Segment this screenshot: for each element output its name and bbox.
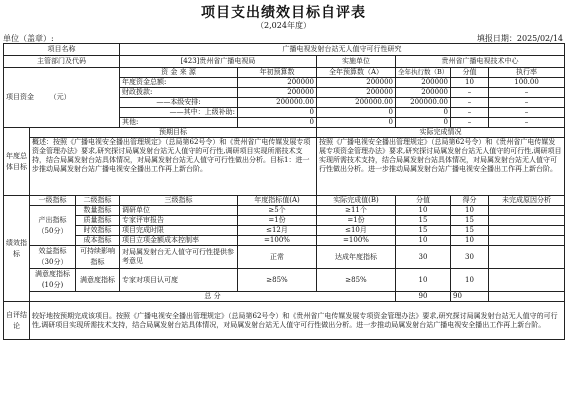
perf-row: 效益指标（30分） 可持续影响指标 对局属发射台无人值守可行性提供参考意见 正常 达成年度指标 30 30: [4, 246, 565, 269]
funds-label-cell: [4, 68, 120, 128]
output-group-label: 产出指标（50分）: [30, 206, 76, 246]
actual-goal-header: 实际完成情况: [317, 128, 565, 138]
funds-header-rate: 执行率: [489, 68, 565, 78]
perf-header-got: 得分: [451, 196, 489, 206]
perf-row: 成本指标 项目立项金额成本控制率 =100% =100% 10 10: [4, 236, 565, 246]
perf-header-target: 年度指标值(A): [238, 196, 317, 206]
funds-header-score: 分值: [451, 68, 489, 78]
conclusion-label: 自评结论: [4, 302, 30, 340]
expected-goal-header: 预期目标: [30, 128, 317, 138]
funds-label: 项目资金: [6, 93, 34, 101]
goals-label: 年度总体目标: [4, 128, 30, 196]
perf-header-score: 分值: [396, 196, 451, 206]
perf-header-actual: 实际完成值(B): [317, 196, 396, 206]
perf-row: 满意度指标(10分) 满意度指标 专家对项目认可度 ≥85% ≥85% 10 10: [4, 269, 565, 292]
total-label: 总 分: [30, 292, 396, 302]
perf-header-l2: 二级指标: [76, 196, 120, 206]
funds-row: 年度资金总额: 200000 200000 200000 10 100.00: [4, 78, 565, 88]
date-label: 填报日期：2025/02/14: [476, 34, 563, 43]
perf-header-reason: 未完成原因分析: [489, 196, 565, 206]
funds-unit: （元）: [49, 93, 71, 101]
impl-value: 贵州省广播电视技术中心: [396, 56, 565, 68]
funds-header-annual: 全年预算数（A）: [317, 68, 396, 78]
project-name: 广播电视发射台站无人值守可行性研究: [120, 44, 565, 56]
funds-row: ——本级安排: 200000.00 200000.00 200000.00 – –: [4, 98, 565, 108]
expected-goal-text: 概述：按照《广播电视安全播出管理规定》（总局第62号令）和《贵州省广电传媒发展专项资金管理办法》要求,研究探讨局属发射台站无人值守的可行性,调研项目实现所需技术支持，结合局属发射台站具体情况，对局属发射台站无人值守可行性做出分析。目标1：进一步推动局属发射台站广播电视安全播出工作再上新台阶。: [30, 138, 317, 196]
perf-row: 时效指标 项目完成时限 ≤12月 ≤10月 15 15: [4, 226, 565, 236]
impl-label: 实施单位: [317, 56, 396, 68]
page-title: 项目支出绩效目标自评表: [201, 5, 366, 21]
perf-row: 质量指标 专家评审报告 =1份 =1份 15 15: [4, 216, 565, 226]
total-score: 90: [396, 292, 451, 302]
funds-header-source: 资 金 来 源: [120, 68, 238, 78]
perf-label: 绩效指标: [4, 196, 30, 302]
perf-header-l1: 一级指标: [30, 196, 76, 206]
funds-row: 其他: 0 0 0 – –: [4, 118, 565, 128]
total-row: [4, 292, 565, 302]
funds-header-executed: 全年执行数（B）: [396, 68, 451, 78]
perf-row: 产出指标（50分） 数量指标 调研单位 ≥5个 ≥11个 10 10: [4, 206, 565, 216]
year-label: （2,024年度）: [256, 21, 311, 30]
total-got: 90: [451, 292, 489, 302]
unit-label: 单位（盖章）:: [3, 34, 54, 43]
dept-value: [423]贵州省广播电视局: [120, 56, 317, 68]
evaluation-table: [3, 43, 565, 340]
actual-goal-text: 按照《广播电视安全播出管理规定》（总局第62号令）和《贵州省广电传媒发展专项资金管理办法》要求,研究探讨局属发射台站无人值守的可行性,调研项目实现所需技术支持，结合局属发射台站具体情况，对局属发射台站无人值守可行性做出分析。进一步推动局属发射台站广播电视安全播出工作再上新台阶。: [317, 138, 565, 196]
project-name-label: 项目名称: [4, 44, 120, 56]
perf-header-l3: 三级指标: [120, 196, 238, 206]
funds-header-initial: 年初预算数: [238, 68, 317, 78]
dept-label: 主管部门及代码: [4, 56, 120, 68]
funds-row: ——其中：上级补助: 0 0 0 – –: [4, 108, 565, 118]
funds-row: 财政拨款: 200000 200000 200000 – –: [4, 88, 565, 98]
conclusion-text: 较好地按预期完成该项目。按照《广播电视安全播出管理规定》（总局第62号令）和《贵州省广电传媒发展专项资金管理办法》要求,研究探讨局属发射台站无人值守的可行性,调研项目实现所需技术支持，结合局属发射台站具体情况，对局属发射台站无人值守可行性做出分析。进一步推动局属发射台站广播电视安全播出工作再上新台阶。: [30, 302, 565, 340]
